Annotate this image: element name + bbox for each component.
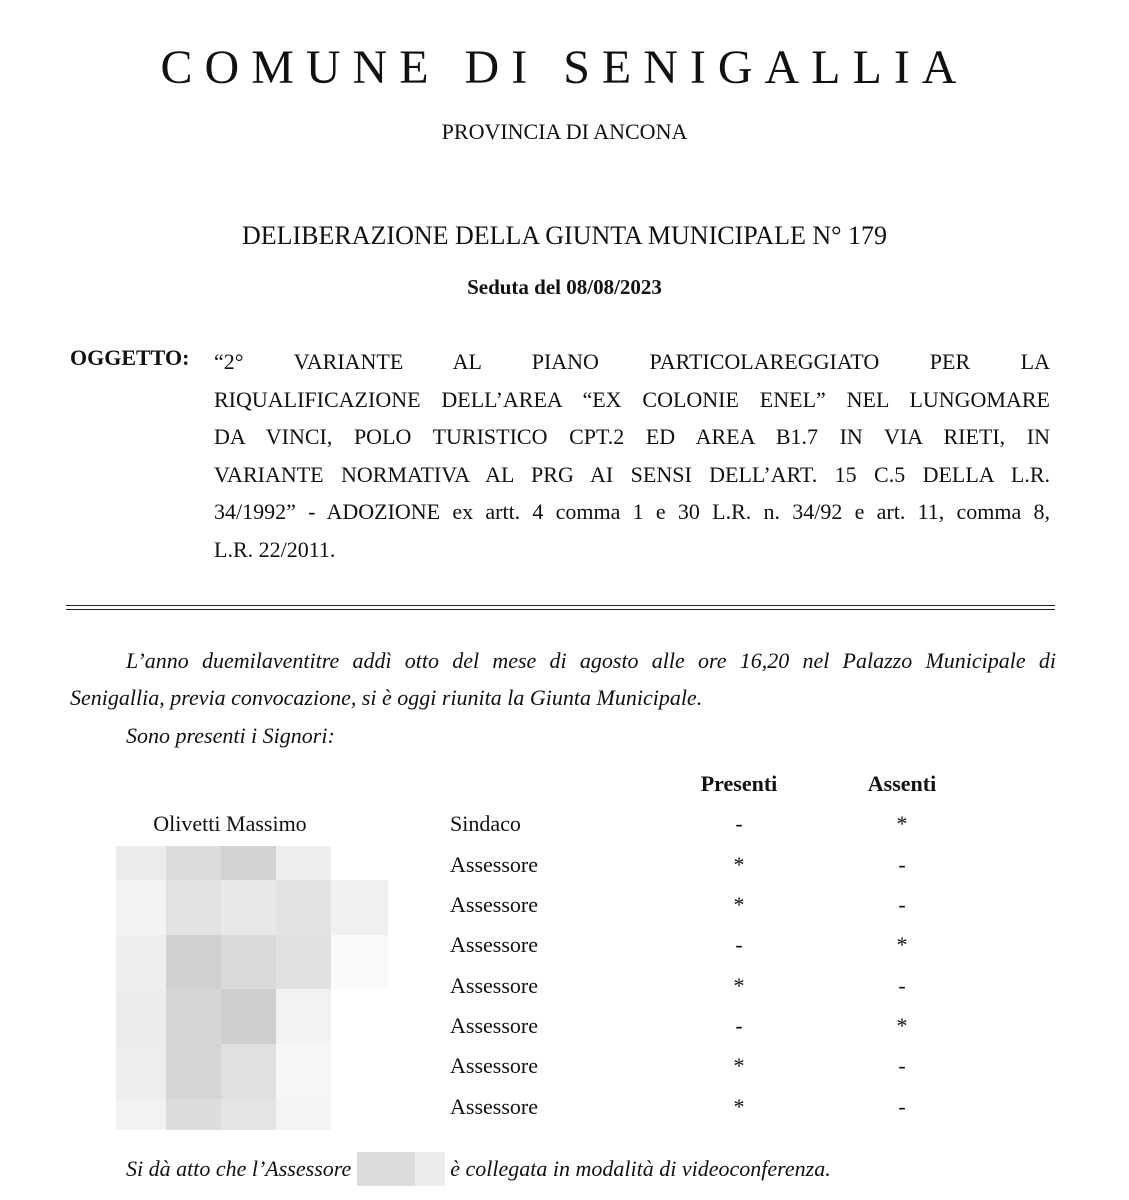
- oggetto-text: [214, 343, 1050, 568]
- oggetto-line: DA VINCI, POLO TURISTICO CPT.2 ED AREA B1.7 IN VIA RIETI, IN: [214, 424, 1050, 449]
- presenti-mark: -: [735, 1013, 743, 1038]
- oggetto-label: OGGETTO:: [70, 345, 190, 370]
- oggetto-line: “2° VARIANTE AL PIANO PARTICOLAREGGIATO PER LA: [214, 349, 1050, 374]
- member-role: Assessore: [450, 973, 538, 998]
- member-role: Assessore: [450, 1013, 538, 1038]
- oggetto-line: L.R. 22/2011.: [214, 536, 336, 562]
- member-role: Assessore: [450, 932, 538, 957]
- provincia-subtitle: PROVINCIA DI ANCONA: [441, 119, 688, 144]
- presenti-mark: *: [733, 852, 745, 877]
- presenti-mark: *: [733, 973, 745, 998]
- assenti-mark: -: [898, 1094, 906, 1119]
- member-role: Sindaco: [450, 811, 521, 836]
- oggetto-line: RIQUALIFICAZIONE DELL’AREA “EX COLONIE ENEL” NEL LUNGOMARE: [214, 386, 1050, 412]
- presenti-mark: *: [733, 892, 745, 917]
- header-assenti: Assenti: [867, 771, 937, 796]
- member-role: Assessore: [450, 1053, 538, 1078]
- header-presenti: Presenti: [700, 771, 778, 796]
- assenti-mark: *: [896, 1013, 908, 1038]
- presenti-mark: -: [735, 811, 743, 836]
- member-role: Assessore: [450, 852, 538, 877]
- presenti-intro: Sono presenti i Signori:: [126, 723, 335, 748]
- oggetto-line: 34/1992” - ADOZIONE ex artt. 4 comma 1 e 30 L.R. n. 34/92 e art. 11, comma 8,: [214, 499, 1050, 524]
- videoconference-note: [126, 1150, 831, 1187]
- deliberazione-title: DELIBERAZIONE DELLA GIUNTA MUNICIPALE N° 179: [241, 221, 888, 250]
- seduta-date: Seduta del 08/08/2023: [467, 275, 662, 299]
- oggetto-line: VARIANTE NORMATIVA AL PRG AI SENSI DELL’ART. 15 C.5 DELLA L.R.: [214, 461, 1050, 487]
- assenti-mark: -: [898, 973, 906, 998]
- double-rule-divider: [66, 605, 1055, 610]
- note-before: Si dà atto che l’Assessore: [126, 1156, 352, 1181]
- assenti-mark: *: [896, 932, 908, 957]
- note-after: è collegata in modalità di videoconferenza.: [450, 1156, 831, 1181]
- presenti-mark: *: [733, 1053, 745, 1078]
- intro-line-2: Senigallia, previa convocazione, si è oggi riunita la Giunta Municipale.: [70, 685, 703, 710]
- presenti-mark: *: [733, 1094, 745, 1119]
- redacted-names-pixelation: [116, 846, 388, 1130]
- member-name: Olivetti Massimo: [153, 811, 307, 836]
- assenti-mark: -: [898, 1053, 906, 1078]
- presenti-mark: -: [735, 932, 743, 957]
- redacted-name-inline: [357, 1152, 445, 1186]
- assenti-mark: -: [898, 852, 906, 877]
- member-role: Assessore: [450, 1094, 538, 1119]
- comune-title: COMUNE DI SENIGALLIA: [160, 41, 969, 94]
- intro-line-1: L’anno duemilaventitre addì otto del mese di agosto alle ore 16,20 nel Palazzo Municipale di: [126, 648, 1056, 673]
- assenti-mark: -: [898, 892, 906, 917]
- member-role: Assessore: [450, 892, 538, 917]
- assenti-mark: *: [896, 811, 908, 836]
